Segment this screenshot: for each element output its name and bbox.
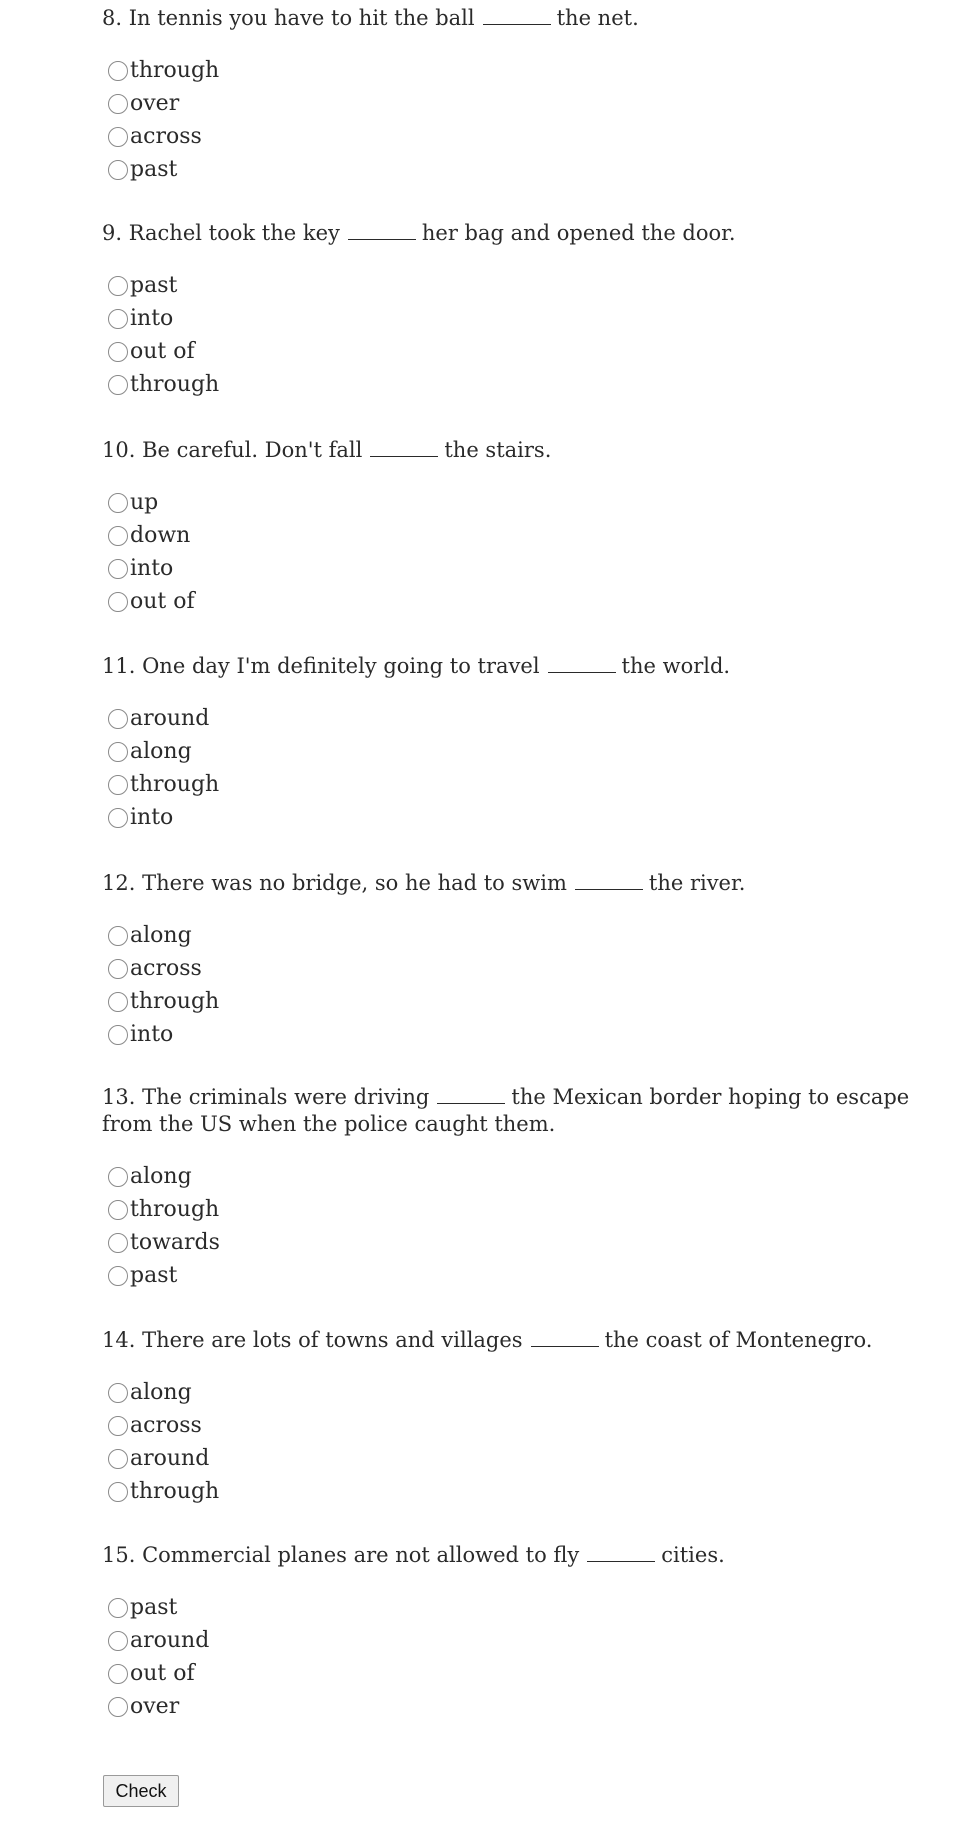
option-radio[interactable] xyxy=(102,985,932,1018)
option-label: along xyxy=(130,1380,192,1405)
question-number: 8. xyxy=(102,6,123,30)
radio-circle-icon[interactable] xyxy=(108,342,128,362)
radio-circle-icon[interactable] xyxy=(108,742,128,762)
option-label: out of xyxy=(130,339,195,364)
radio-circle-icon[interactable] xyxy=(108,160,128,180)
option-label: out of xyxy=(130,589,195,614)
option-label: across xyxy=(130,1413,202,1438)
radio-circle-icon[interactable] xyxy=(108,375,128,395)
option-radio[interactable] xyxy=(102,120,932,153)
question-10 xyxy=(102,436,932,618)
option-radio[interactable] xyxy=(102,735,932,768)
option-label: along xyxy=(130,1164,192,1189)
radio-circle-icon[interactable] xyxy=(108,1664,128,1684)
radio-circle-icon[interactable] xyxy=(108,1697,128,1717)
radio-circle-icon[interactable] xyxy=(108,1167,128,1187)
option-radio[interactable] xyxy=(102,1193,932,1226)
radio-circle-icon[interactable] xyxy=(108,1416,128,1436)
question-text xyxy=(102,219,932,247)
question-after: her bag and opened the door. xyxy=(421,221,736,245)
option-group xyxy=(102,1160,932,1292)
question-number: 9. xyxy=(102,221,123,245)
question-text xyxy=(102,1084,932,1138)
question-after: the net. xyxy=(556,6,639,30)
question-before: In tennis you have to hit the ball xyxy=(128,6,475,30)
radio-circle-icon[interactable] xyxy=(108,1449,128,1469)
radio-circle-icon[interactable] xyxy=(108,1233,128,1253)
radio-circle-icon[interactable] xyxy=(108,1598,128,1618)
question-text xyxy=(102,1326,932,1354)
option-label: through xyxy=(130,772,220,797)
question-after: the river. xyxy=(648,871,746,895)
option-label: around xyxy=(130,706,210,731)
question-text xyxy=(102,1541,932,1569)
option-radio[interactable] xyxy=(102,1442,932,1475)
option-radio[interactable] xyxy=(102,302,932,335)
radio-circle-icon[interactable] xyxy=(108,94,128,114)
option-radio[interactable] xyxy=(102,486,932,519)
option-label: towards xyxy=(130,1230,220,1255)
option-label: past xyxy=(130,1263,178,1288)
option-radio[interactable] xyxy=(102,519,932,552)
question-13 xyxy=(102,1084,932,1292)
radio-circle-icon[interactable] xyxy=(108,493,128,513)
option-radio[interactable] xyxy=(102,87,932,120)
option-group xyxy=(102,269,932,401)
option-radio[interactable] xyxy=(102,1226,932,1259)
option-label: past xyxy=(130,1595,178,1620)
question-after: the world. xyxy=(621,654,731,678)
question-number: 15. xyxy=(102,1543,136,1567)
question-text xyxy=(102,436,932,464)
question-text xyxy=(102,652,932,680)
radio-circle-icon[interactable] xyxy=(108,127,128,147)
check-button[interactable]: Check xyxy=(103,1775,179,1807)
option-label: past xyxy=(130,273,178,298)
option-label: through xyxy=(130,58,220,83)
option-radio[interactable] xyxy=(102,1259,932,1292)
option-group xyxy=(102,486,932,618)
option-group xyxy=(102,702,932,834)
radio-circle-icon[interactable] xyxy=(108,309,128,329)
option-radio[interactable] xyxy=(102,54,932,87)
question-number: 13. xyxy=(102,1085,136,1109)
question-15 xyxy=(102,1541,932,1723)
option-radio[interactable] xyxy=(102,1160,932,1193)
question-number: 10. xyxy=(102,438,136,462)
question-after: cities. xyxy=(661,1543,725,1567)
question-after: the stairs. xyxy=(444,438,552,462)
question-8 xyxy=(102,4,932,186)
option-radio[interactable] xyxy=(102,1475,932,1508)
question-text xyxy=(102,4,932,32)
radio-circle-icon[interactable] xyxy=(108,1266,128,1286)
question-before: Commercial planes are not allowed to fly xyxy=(142,1543,580,1567)
option-radio[interactable] xyxy=(102,919,932,952)
radio-circle-icon[interactable] xyxy=(108,992,128,1012)
answer-blank xyxy=(587,1543,655,1562)
option-group xyxy=(102,1591,932,1723)
option-radio[interactable] xyxy=(102,1018,932,1051)
radio-circle-icon[interactable] xyxy=(108,1025,128,1045)
question-before: There was no bridge, so he had to swim xyxy=(142,871,567,895)
question-before: Be careful. Don't fall xyxy=(142,438,363,462)
option-group xyxy=(102,1376,932,1508)
question-number: 14. xyxy=(102,1328,136,1352)
option-radio[interactable] xyxy=(102,269,932,302)
option-radio[interactable] xyxy=(102,702,932,735)
radio-circle-icon[interactable] xyxy=(108,526,128,546)
question-text xyxy=(102,869,932,897)
option-group xyxy=(102,54,932,186)
option-radio[interactable] xyxy=(102,368,932,401)
radio-circle-icon[interactable] xyxy=(108,559,128,579)
option-label: through xyxy=(130,1197,220,1222)
radio-circle-icon[interactable] xyxy=(108,926,128,946)
option-radio[interactable] xyxy=(102,1376,932,1409)
answer-blank xyxy=(548,654,616,673)
radio-circle-icon[interactable] xyxy=(108,61,128,81)
question-11 xyxy=(102,652,932,834)
question-12 xyxy=(102,869,932,1051)
option-radio[interactable] xyxy=(102,1657,932,1690)
option-label: past xyxy=(130,157,178,182)
option-label: through xyxy=(130,372,220,397)
radio-circle-icon[interactable] xyxy=(108,1482,128,1502)
option-group xyxy=(102,919,932,1051)
radio-circle-icon[interactable] xyxy=(108,1200,128,1220)
question-9 xyxy=(102,219,932,401)
option-label: across xyxy=(130,956,202,981)
radio-circle-icon[interactable] xyxy=(108,808,128,828)
question-before: There are lots of towns and villages xyxy=(142,1328,523,1352)
option-label: over xyxy=(130,91,180,116)
option-label: down xyxy=(130,523,191,548)
option-radio[interactable] xyxy=(102,1591,932,1624)
answer-blank xyxy=(348,221,416,240)
question-number: 11. xyxy=(102,654,136,678)
option-radio[interactable] xyxy=(102,801,932,834)
option-label: out of xyxy=(130,1661,195,1686)
option-radio[interactable] xyxy=(102,153,932,186)
option-radio[interactable] xyxy=(102,335,932,368)
option-label: across xyxy=(130,124,202,149)
answer-blank xyxy=(575,871,643,890)
question-number: 12. xyxy=(102,871,136,895)
radio-circle-icon[interactable] xyxy=(108,775,128,795)
question-after: the coast of Montenegro. xyxy=(604,1328,873,1352)
answer-blank xyxy=(483,6,551,25)
question-before: The criminals were driving xyxy=(142,1085,430,1109)
question-before: Rachel took the key xyxy=(128,221,340,245)
option-radio[interactable] xyxy=(102,768,932,801)
option-label: through xyxy=(130,1479,220,1504)
question-14 xyxy=(102,1326,932,1508)
option-label: around xyxy=(130,1628,210,1653)
option-label: along xyxy=(130,739,192,764)
option-radio[interactable] xyxy=(102,585,932,618)
answer-blank xyxy=(437,1085,505,1104)
radio-circle-icon[interactable] xyxy=(108,276,128,296)
option-label: around xyxy=(130,1446,210,1471)
radio-circle-icon[interactable] xyxy=(108,959,128,979)
option-radio[interactable] xyxy=(102,1624,932,1657)
option-radio[interactable] xyxy=(102,952,932,985)
radio-circle-icon[interactable] xyxy=(108,1383,128,1403)
radio-circle-icon[interactable] xyxy=(108,709,128,729)
option-radio[interactable] xyxy=(102,552,932,585)
radio-circle-icon[interactable] xyxy=(108,592,128,612)
option-label: into xyxy=(130,556,174,581)
answer-blank xyxy=(370,438,438,457)
option-label: into xyxy=(130,306,174,331)
option-radio[interactable] xyxy=(102,1409,932,1442)
option-label: into xyxy=(130,1022,174,1047)
option-label: up xyxy=(130,490,159,515)
option-label: over xyxy=(130,1694,180,1719)
question-after: the Mexican border hoping to escape from the US when the police caught them. xyxy=(102,1085,910,1136)
question-before: One day I'm definitely going to travel xyxy=(142,654,540,678)
radio-circle-icon[interactable] xyxy=(108,1631,128,1651)
answer-blank xyxy=(531,1328,599,1347)
option-radio[interactable] xyxy=(102,1690,932,1723)
option-label: along xyxy=(130,923,192,948)
option-label: into xyxy=(130,805,174,830)
option-label: through xyxy=(130,989,220,1014)
